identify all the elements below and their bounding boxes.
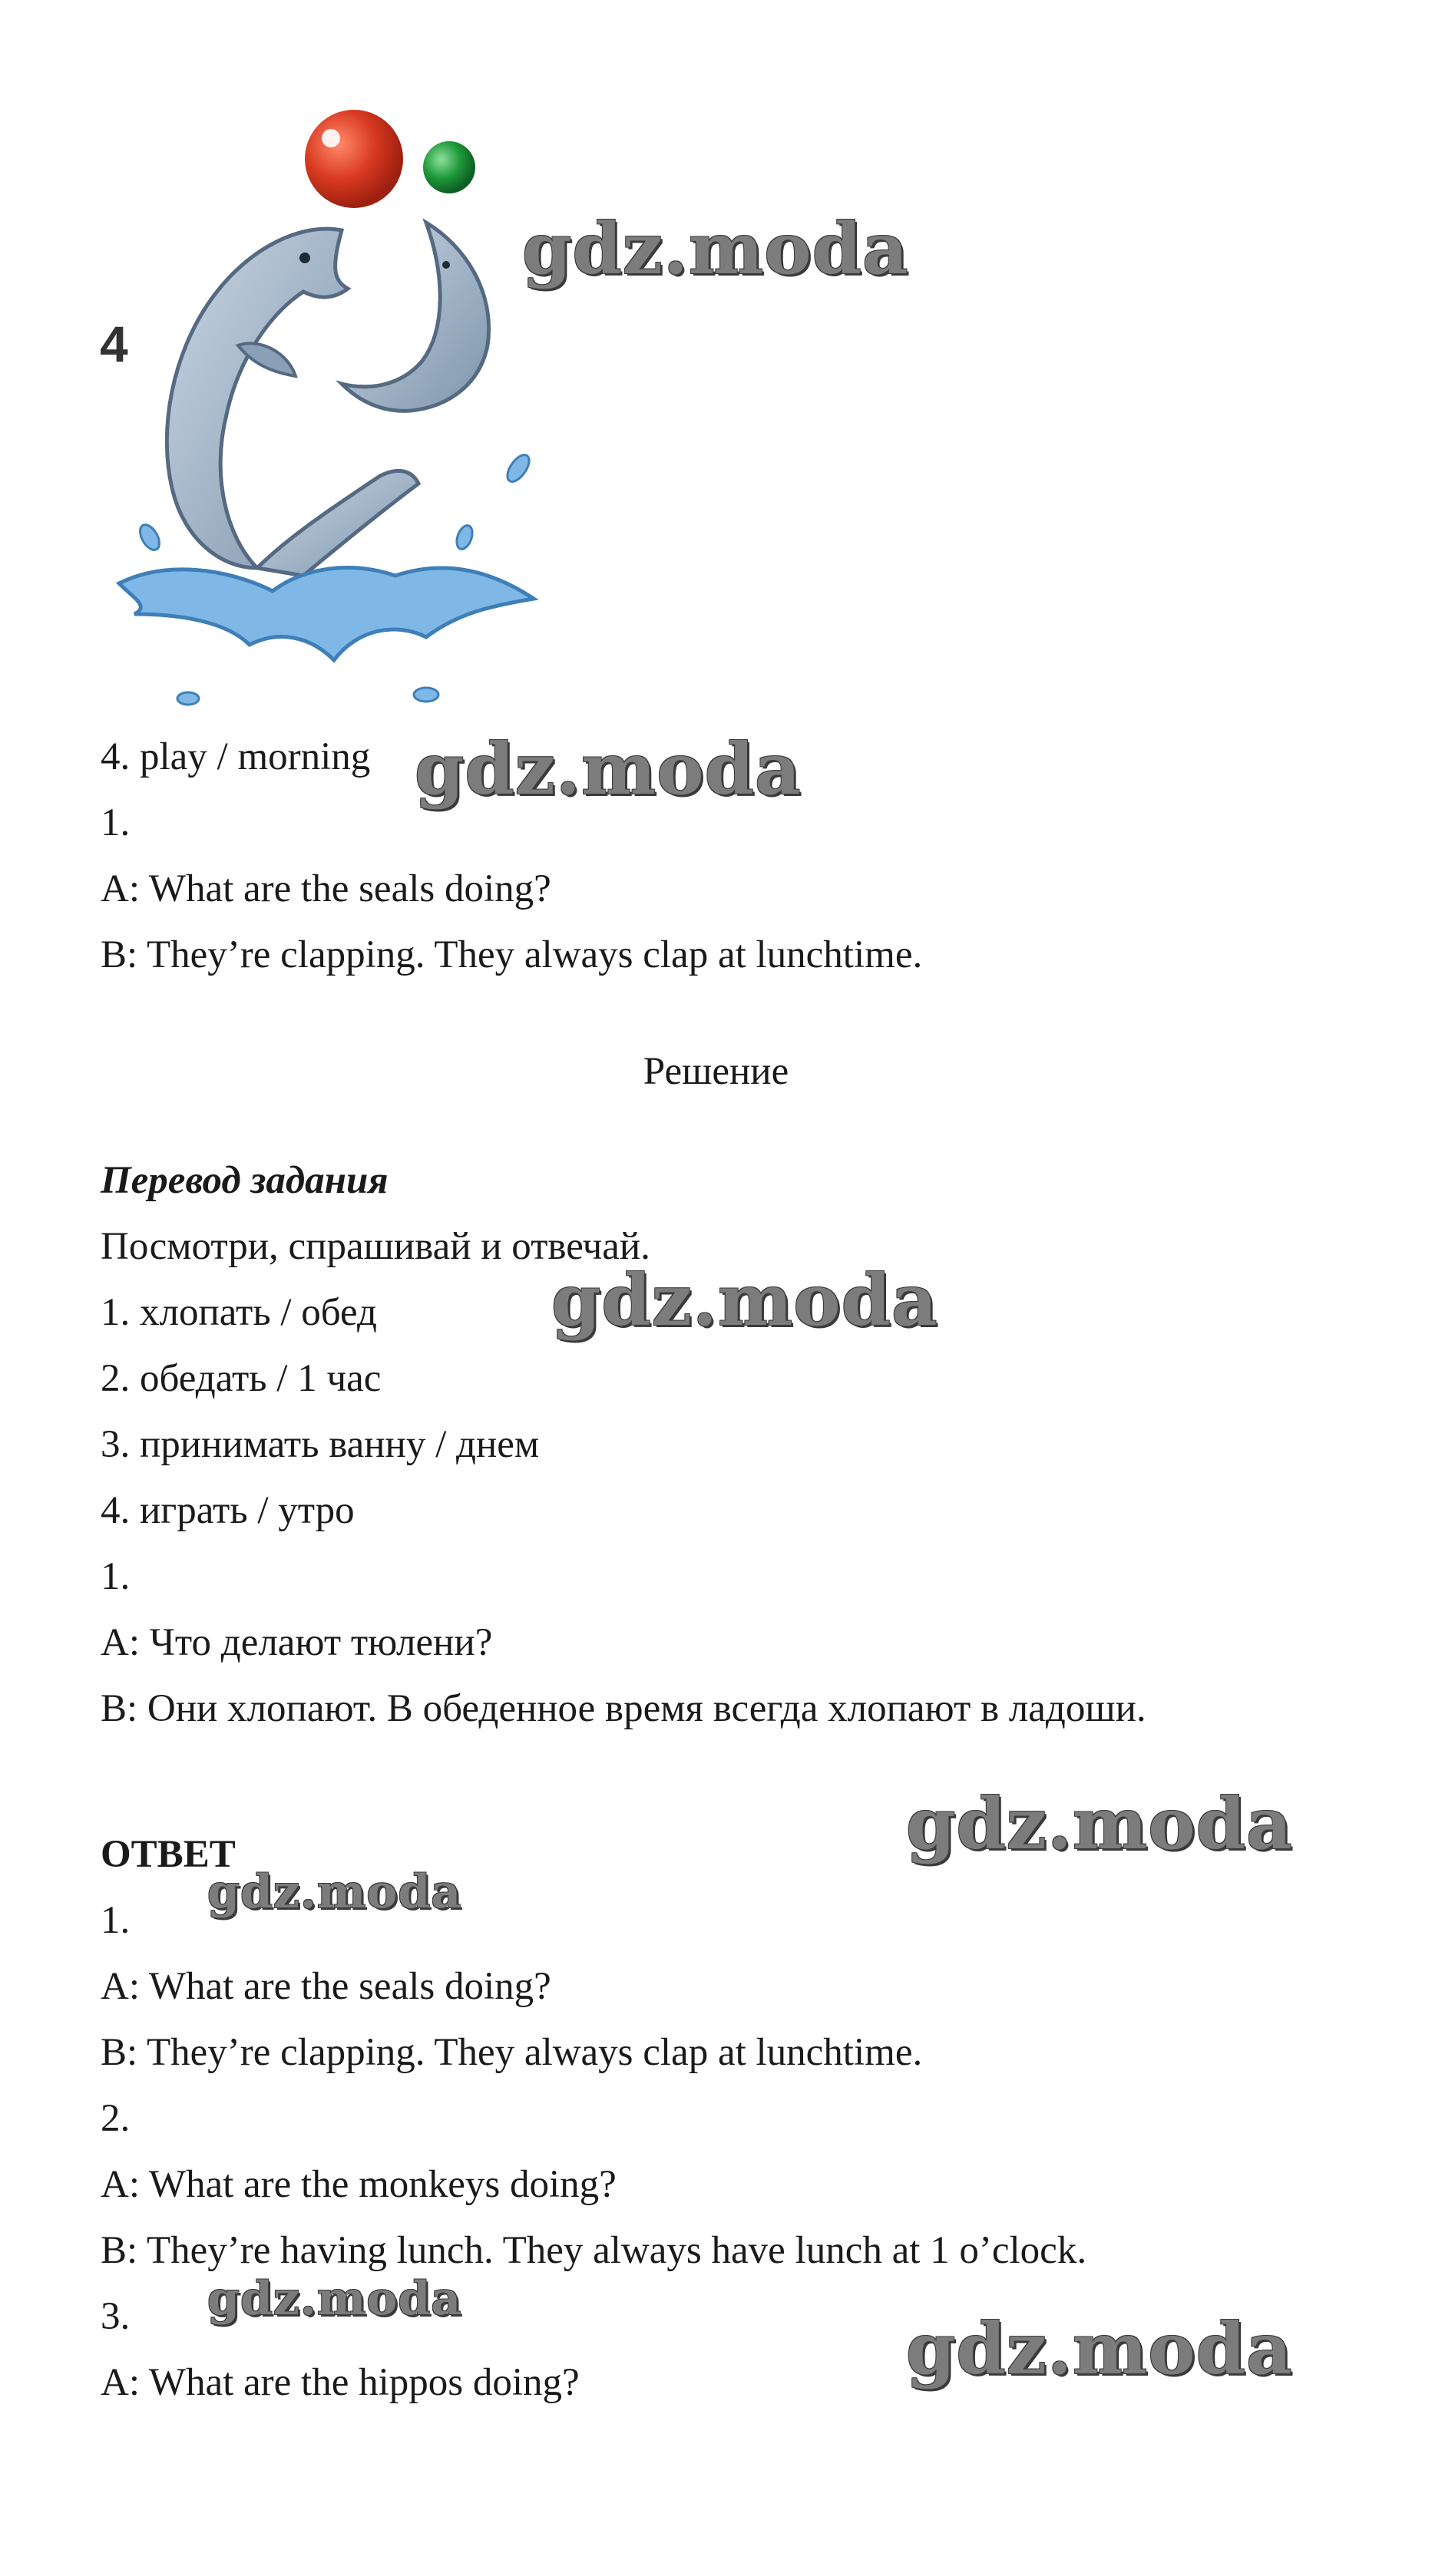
red-ball	[305, 110, 403, 208]
watermark: gdz.moda	[207, 2272, 462, 2326]
exercise-line: B: They’re clapping. They always clap at lunchtime.	[101, 933, 923, 976]
exercise-line: A: What are the seals doing?	[101, 867, 551, 910]
translation-line: Посмотри, спрашивай и отвечай.	[101, 1225, 650, 1268]
exercise-line: 4. play / morning	[101, 735, 371, 778]
answer-line: A: What are the monkeys doing?	[101, 2163, 617, 2206]
answer-heading: ОТВЕТ	[101, 1833, 236, 1876]
translation-line: 3. принимать ванну / днем	[101, 1423, 540, 1466]
answer-line: 1.	[101, 1899, 131, 1942]
small-dolphin	[342, 223, 489, 411]
watermark: gdz.moda	[906, 1782, 1293, 1865]
watermark: gdz.moda	[522, 207, 909, 290]
answer-line: A: What are the hippos doing?	[101, 2361, 580, 2404]
translation-line: 4. играть / утро	[101, 1489, 355, 1532]
answer-line: 2.	[101, 2097, 131, 2140]
watermark: gdz.moda	[906, 2307, 1293, 2390]
answer-line: B: They’re clapping. They always clap at lunchtime.	[101, 2031, 923, 2074]
exercise-line: 1.	[101, 801, 131, 844]
translation-line: 1. хлопать / обед	[101, 1291, 377, 1334]
task-number: 4	[100, 315, 128, 372]
translation-line: 1.	[101, 1555, 131, 1598]
dolphin-illustration	[104, 107, 580, 722]
answer-line: B: They’re having lunch. They always have lunch at 1 o’clock.	[101, 2229, 1087, 2272]
translation-line: A: Что делают тюлени?	[101, 1621, 493, 1664]
translation-line: 2. обедать / 1 час	[101, 1357, 382, 1400]
answer-line: 3.	[101, 2295, 131, 2338]
watermark: gdz.moda	[551, 1259, 938, 1342]
water-splash	[119, 568, 534, 660]
translation-line: B: Они хлопают. В обеденное время всегда хлопают в ладоши.	[101, 1687, 1146, 1730]
translation-heading: Перевод задания	[101, 1159, 389, 1202]
green-ball	[423, 141, 475, 193]
answer-line: A: What are the seals doing?	[101, 1965, 551, 2008]
watermark: gdz.moda	[207, 1865, 462, 1919]
solution-heading: Решение	[643, 1050, 789, 1093]
watermark: gdz.moda	[415, 728, 802, 811]
